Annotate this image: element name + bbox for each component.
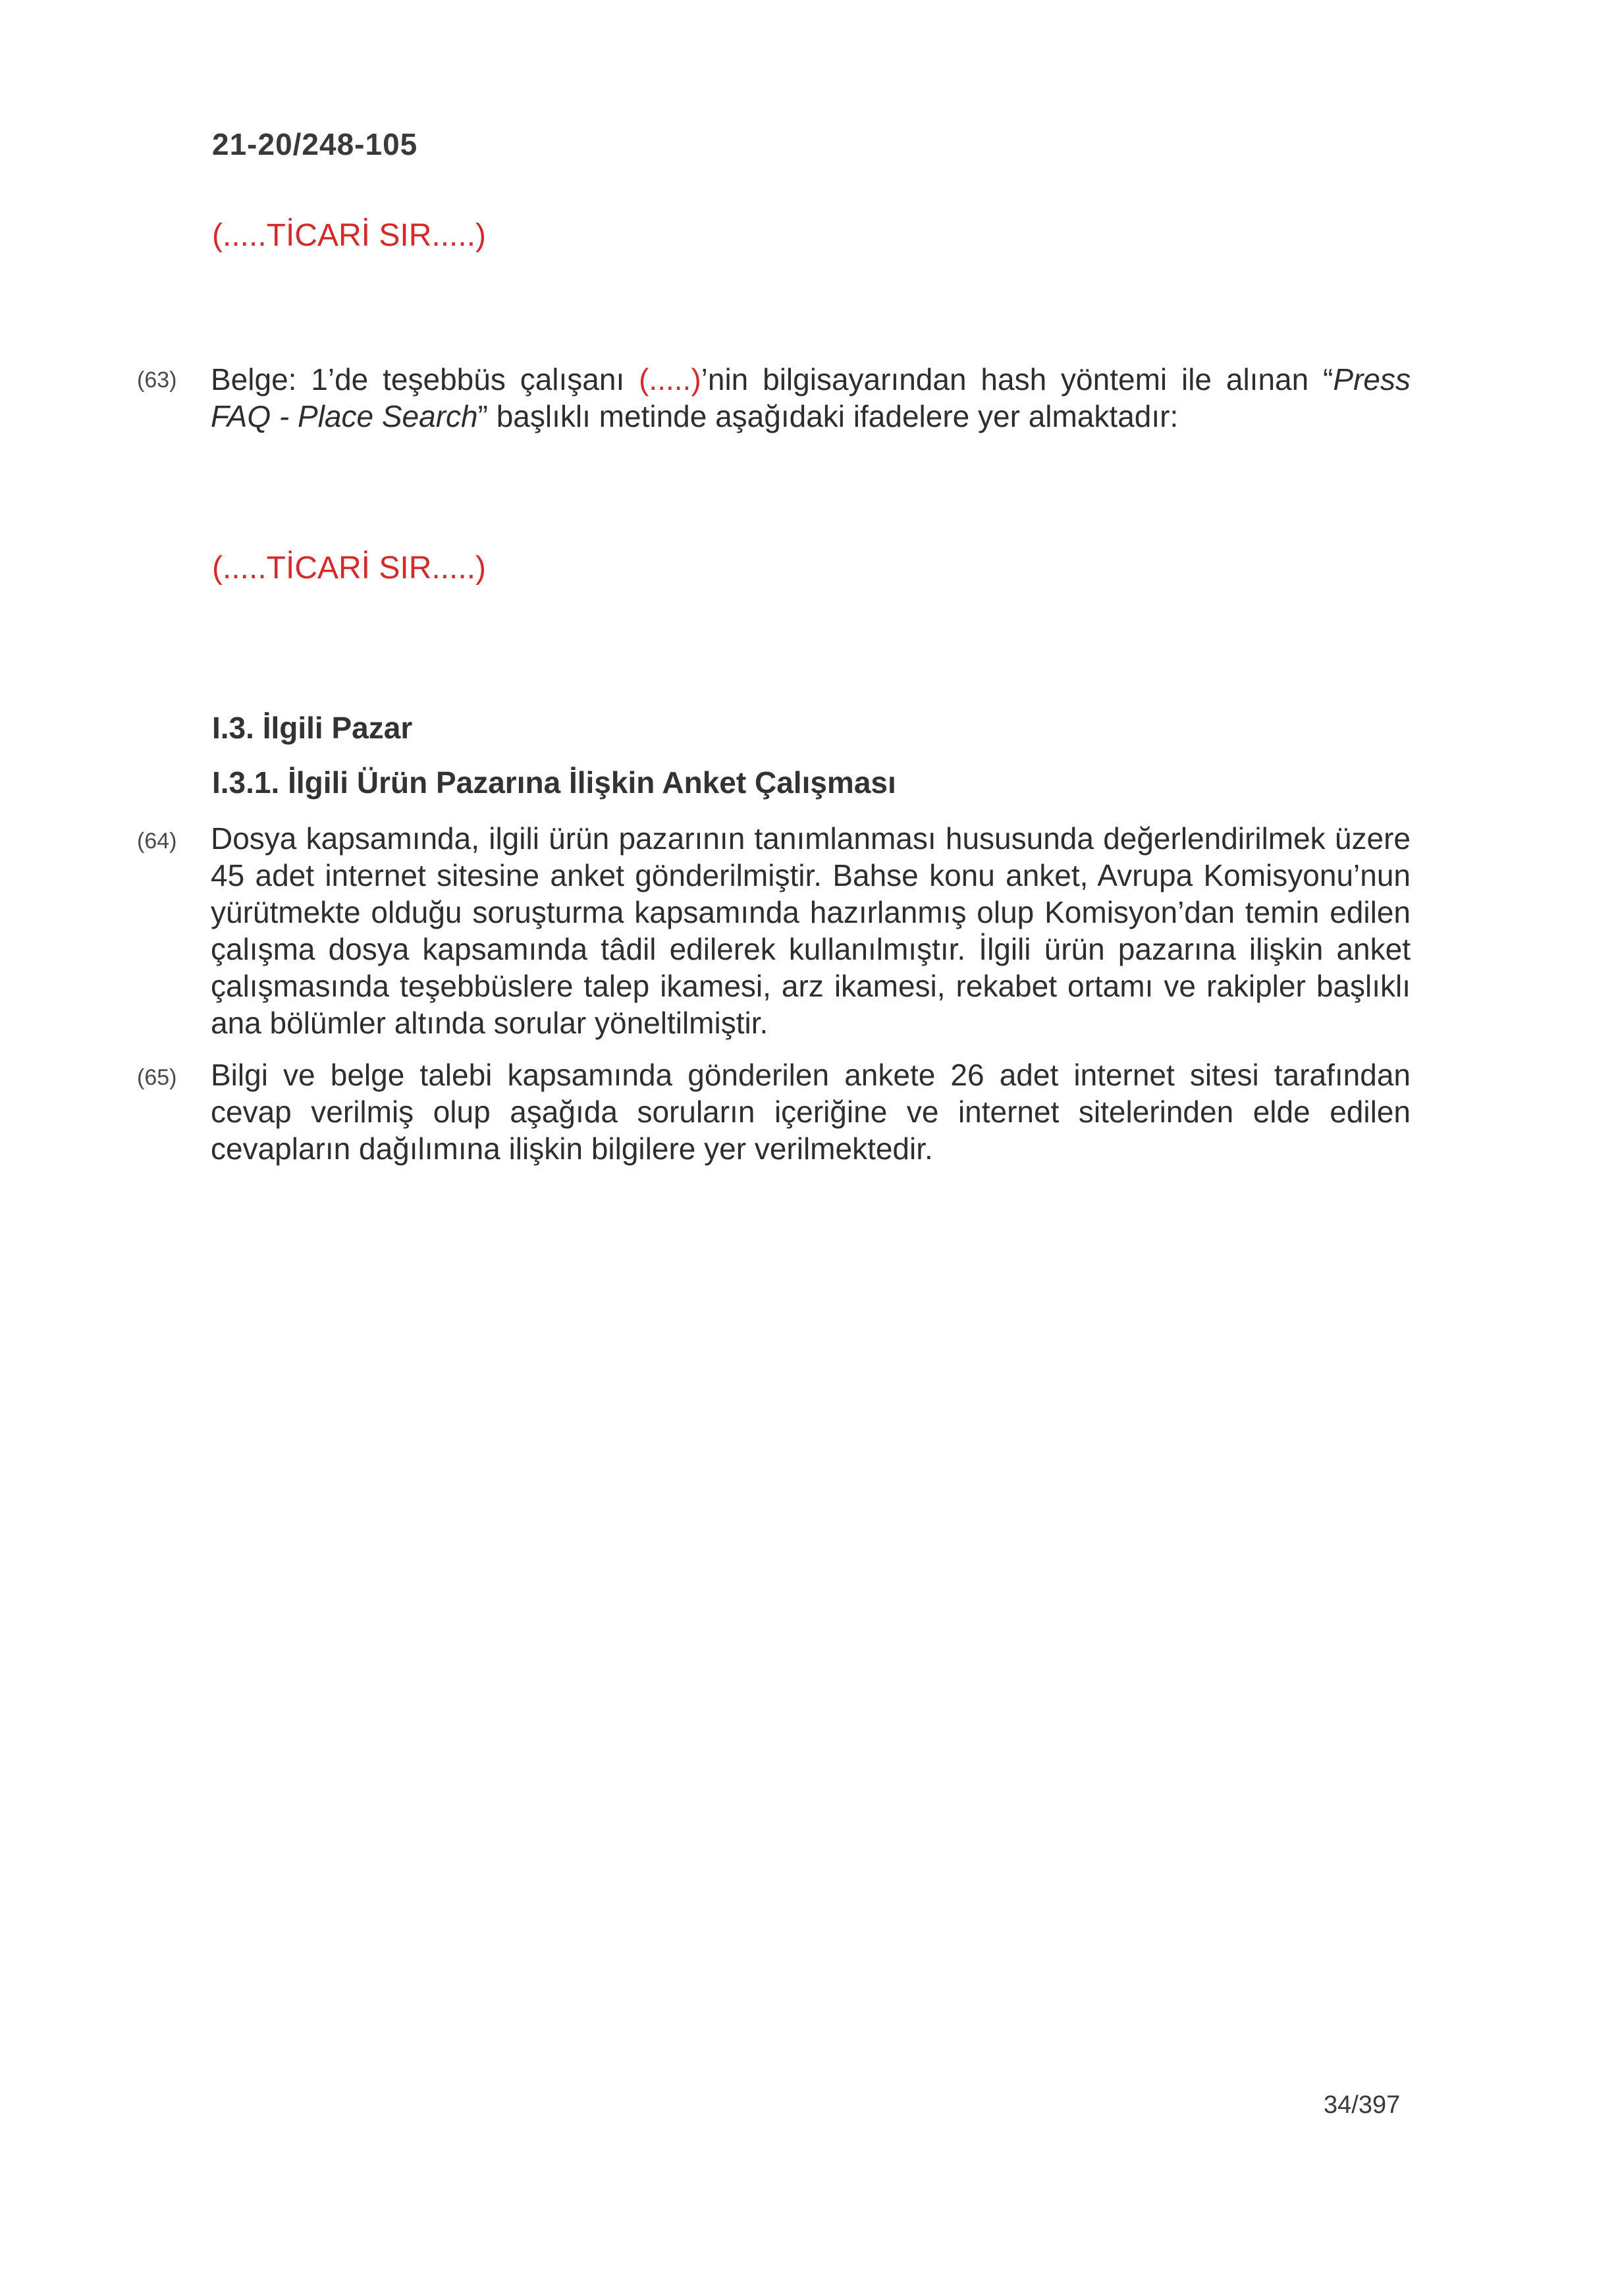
section-heading: I.3. İlgili Pazar	[212, 711, 413, 745]
redacted-name: (.....)	[639, 362, 701, 396]
paragraph-63	[211, 361, 1411, 435]
paragraph-65: Bilgi ve belge talebi kapsamında gönderilen ankete 26 adet internet sitesi tarafından cevap verilmiş olup aşağıda soruların içeriğine ve internet sitelerinden elde edilen cevapların dağılımına ilişkin bilgilere yer verilmektedir.	[211, 1058, 1411, 1166]
subsection-heading: I.3.1. İlgili Ürün Pazarına İlişkin Anket Çalışması	[212, 765, 896, 800]
document-title-italic: Press FAQ - Place Search	[211, 362, 1411, 433]
trade-secret-notice: (.....TİCARİ SIR.....)	[212, 218, 487, 253]
paragraph-63-text-a: Belge: 1’de teşebbüs çalışanı	[211, 362, 639, 396]
paragraph-number-65: (65)	[137, 1065, 177, 1090]
page-number: 34/397	[1324, 2091, 1401, 2119]
paragraph-number-64: (64)	[137, 829, 177, 854]
paragraph-63-text-b: ’nin bilgisayarından hash yöntemi ile alınan “	[701, 362, 1333, 396]
document-number: 21-20/248-105	[212, 127, 418, 161]
trade-secret-notice-2: (.....TİCARİ SIR.....)	[212, 551, 487, 586]
paragraph-63-text-c: ” başlıklı metinde aşağıdaki ifadelere yer almaktadır:	[477, 399, 1179, 433]
paragraph-number-63: (63)	[137, 368, 177, 393]
paragraph-64: Dosya kapsamında, ilgili ürün pazarının tanımlanması hususunda değerlendirilmek üzere 45 adet internet sitesine anket gönderilmiştir. Bahse konu anket, Avrupa Komisyonu’nun yürütmekte olduğu soruşturma kapsamında hazırlanmış olup Komisyon’dan temin edilen çalışma dosya kapsamında tâdil edilerek kullanılmıştır. İlgili ürün pazarına ilişkin anket çalışmasında teşebbüslere talep ikamesi, arz ikamesi, rekabet ortamı ve rakipler başlıklı ana bölümler altında sorular yöneltilmiştir.	[211, 821, 1411, 1040]
